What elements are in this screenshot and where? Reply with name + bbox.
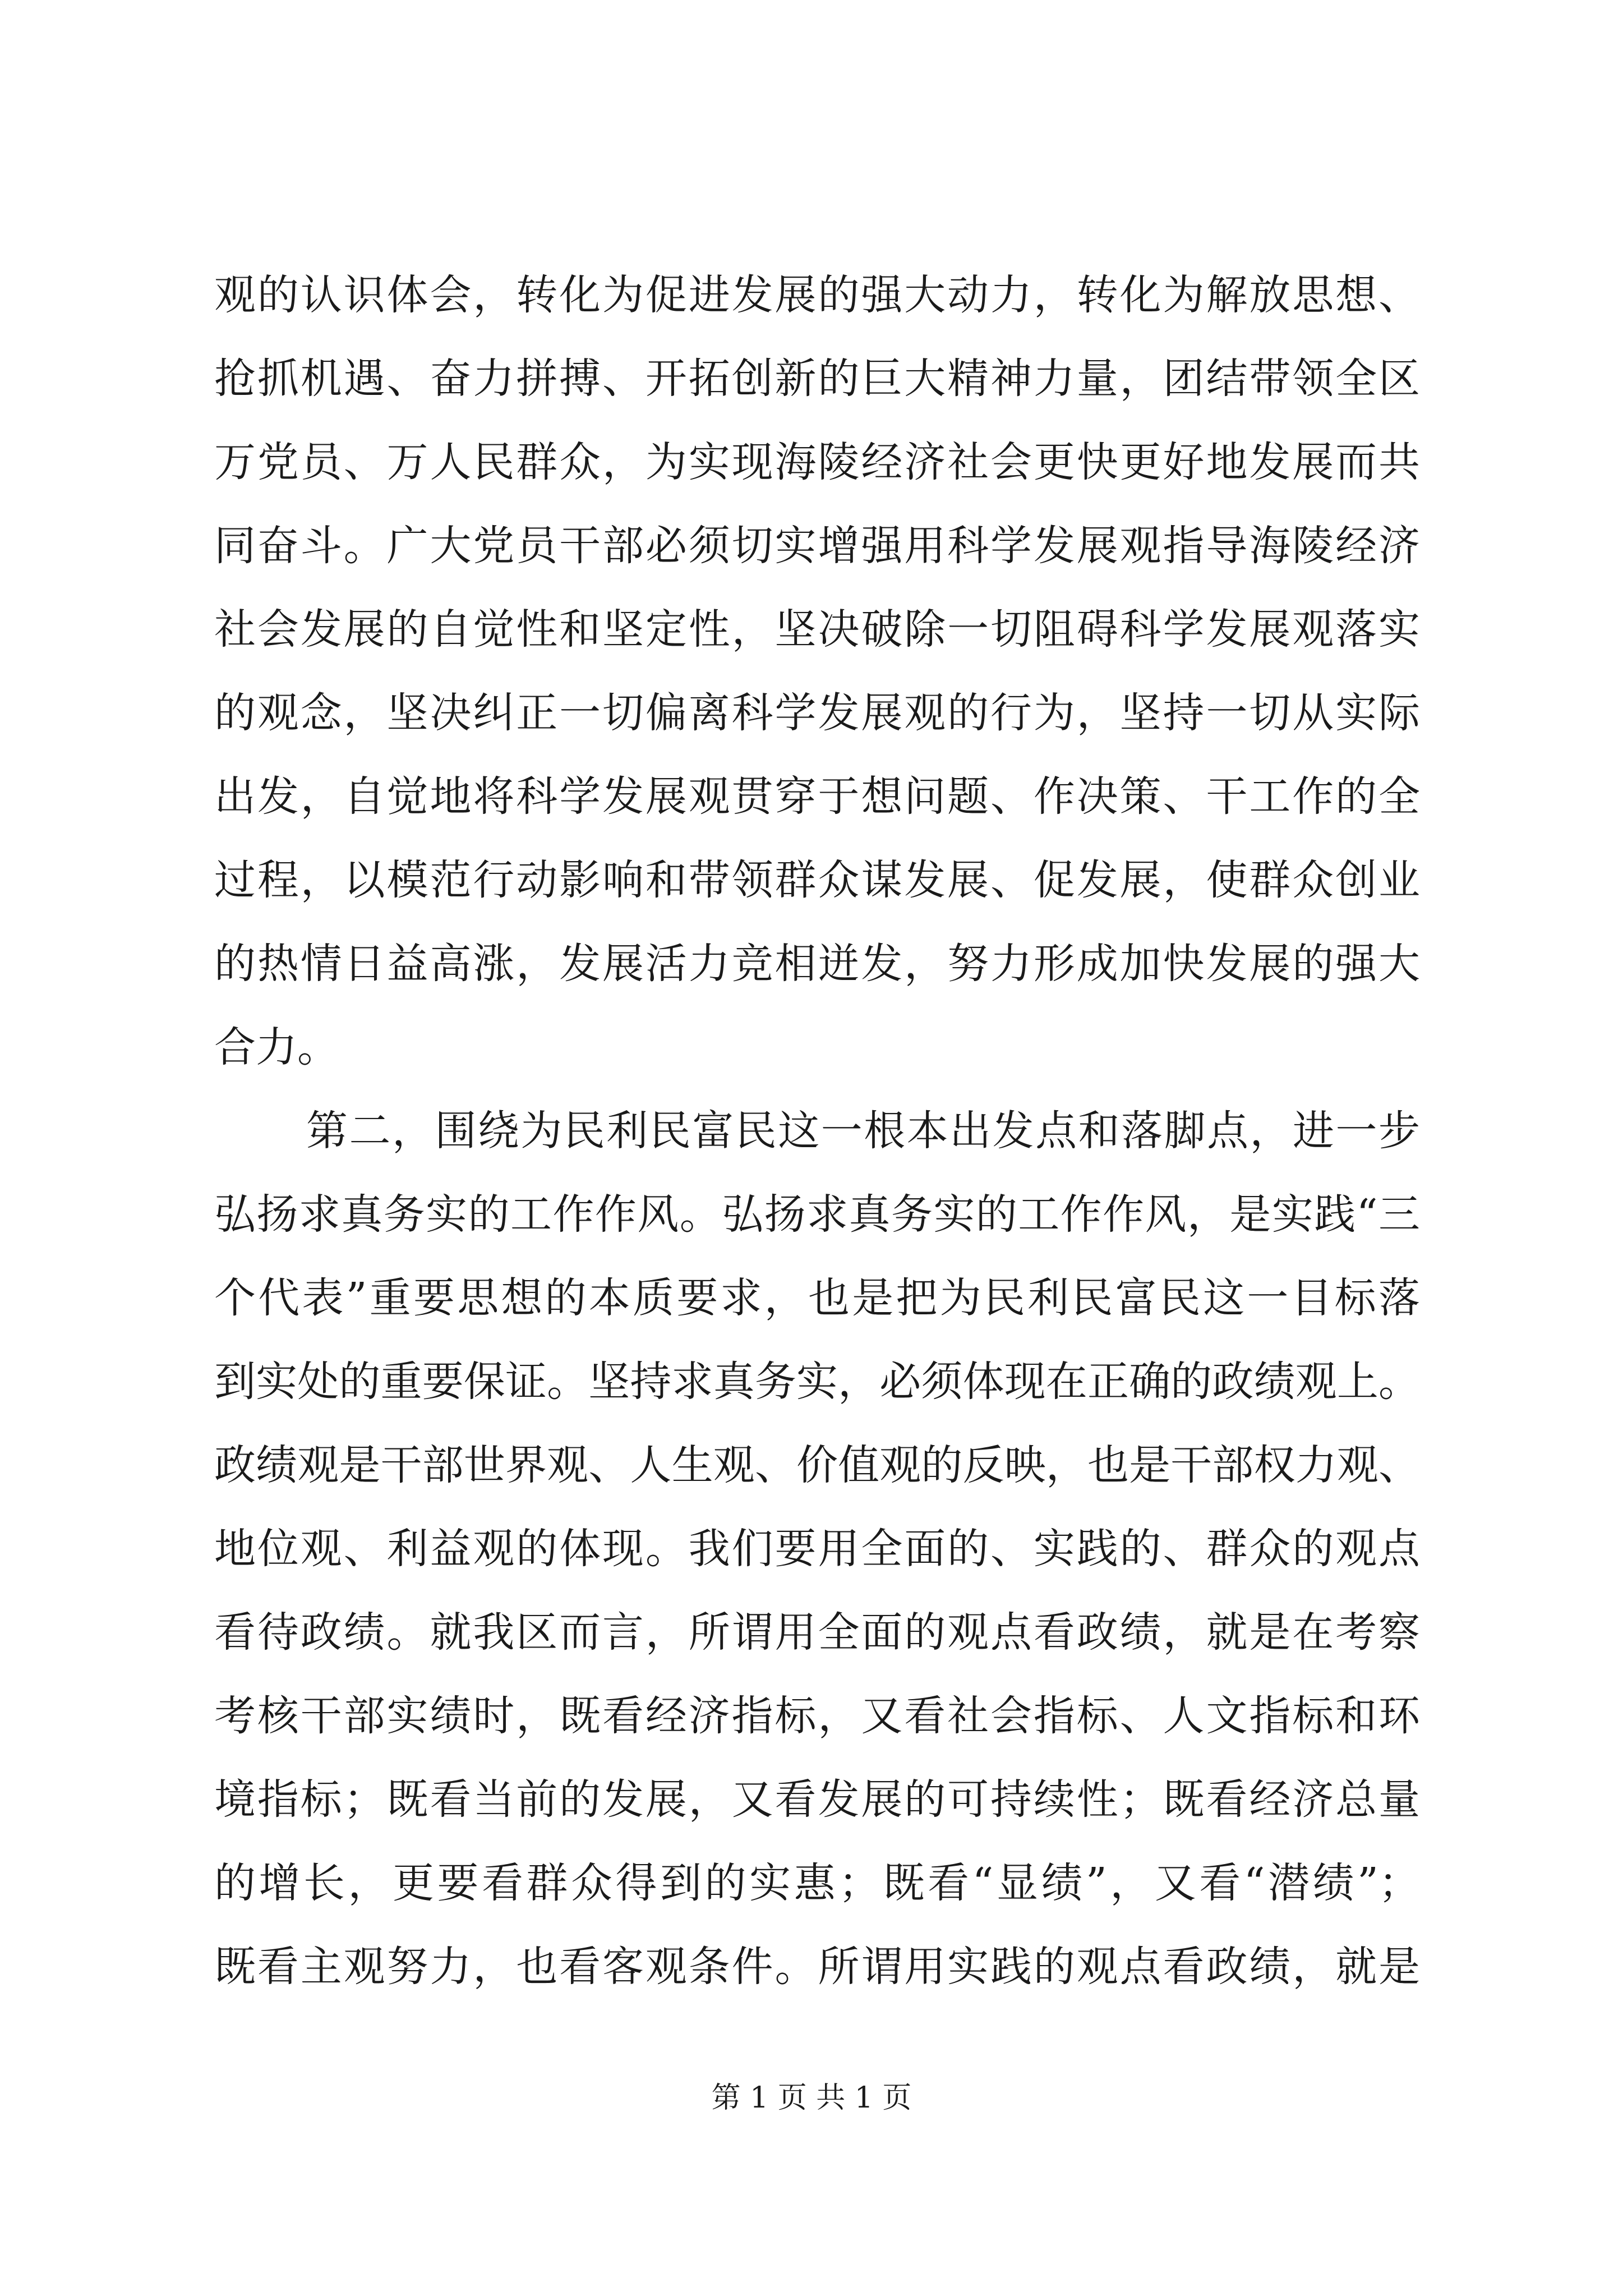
text-line: 的增长，更要看群众得到的实惠；既看“显绩”，又看“潜绩”； <box>214 1859 1420 1907</box>
text-line: 的热情日益高涨，发展活力竞相迸发，努力形成加快发展的强大 <box>214 940 1420 988</box>
page-footer <box>0 2078 1623 2118</box>
text-line: 的观念，坚决纠正一切偏离科学发展观的行为，坚持一切从实际 <box>214 689 1420 737</box>
text-line: 第二，围绕为民利民富民这一根本出发点和落脚点，进一步 <box>306 1107 1420 1155</box>
text-line: 过程，以模范行动影响和带领群众谋发展、促发展，使群众创业 <box>214 856 1420 904</box>
page-number-label: 第 1 页 共 1 页 <box>711 2081 912 2115</box>
text-line: 抢抓机遇、奋力拼搏、开拓创新的巨大精神力量，团结带领全区 <box>214 355 1420 403</box>
text-line: 地位观、利益观的体现。我们要用全面的、实践的、群众的观点 <box>214 1525 1420 1573</box>
text-line: 境指标；既看当前的发展，又看发展的可持续性；既看经济总量 <box>214 1775 1420 1824</box>
text-line: 既看主观努力，也看客观条件。所谓用实践的观点看政绩，就是 <box>214 1943 1420 1991</box>
text-line: 出发，自觉地将科学发展观贯穿于想问题、作决策、干工作的全 <box>214 772 1420 821</box>
text-line: 合力。 <box>214 1023 339 1071</box>
text-line: 社会发展的自觉性和坚定性，坚决破除一切阻碍科学发展观落实 <box>214 605 1420 654</box>
text-line: 到实处的重要保证。坚持求真务实，必须体现在正确的政绩观上。 <box>214 1358 1420 1406</box>
text-line: 政绩观是干部世界观、人生观、价值观的反映，也是干部权力观、 <box>214 1441 1420 1489</box>
text-line: 个代表”重要思想的本质要求，也是把为民利民富民这一目标落 <box>214 1274 1420 1322</box>
text-line: 看待政绩。就我区而言，所谓用全面的观点看政绩，就是在考察 <box>214 1608 1420 1657</box>
body-text <box>214 254 1420 2009</box>
text-line: 万党员、万人民群众，为实现海陵经济社会更快更好地发展而共 <box>214 438 1420 486</box>
text-line: 弘扬求真务实的工作作风。弘扬求真务实的工作作风，是实践“三 <box>214 1190 1420 1239</box>
text-line: 同奋斗。广大党员干部必须切实增强用科学发展观指导海陵经济 <box>214 522 1420 570</box>
text-line: 考核干部实绩时，既看经济指标，又看社会指标、人文指标和环 <box>214 1692 1420 1740</box>
text-line: 观的认识体会，转化为促进发展的强大动力，转化为解放思想、 <box>214 271 1420 319</box>
